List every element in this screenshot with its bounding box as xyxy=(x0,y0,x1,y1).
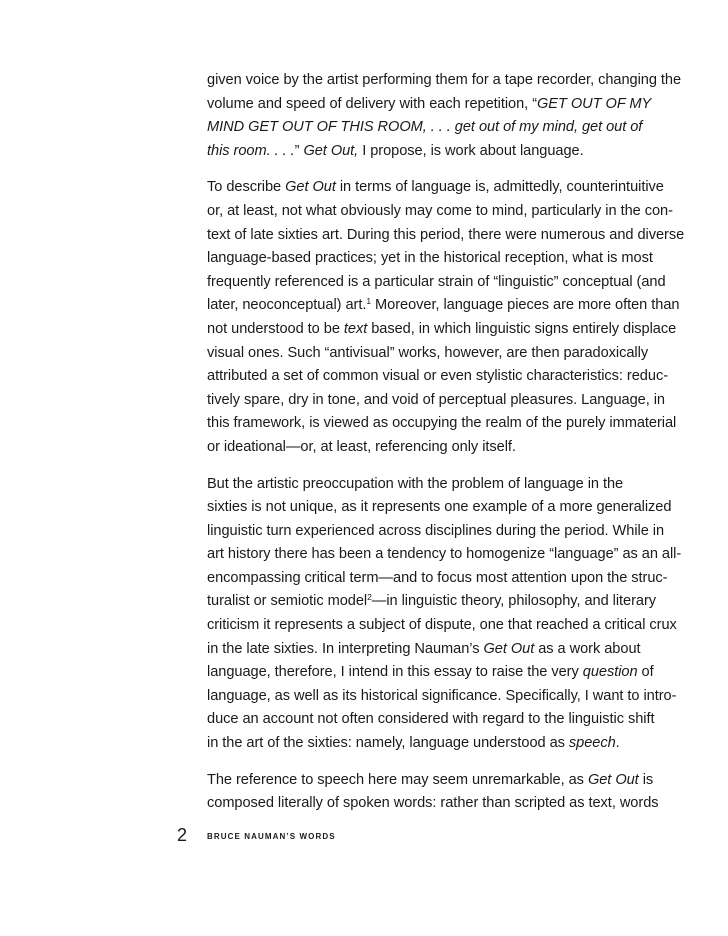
text-run: visual ones. Such “antivisual” works, however, are then paradoxically xyxy=(207,344,649,361)
italic-text: Get Out, xyxy=(303,142,359,159)
italic-text: question xyxy=(582,664,638,681)
text-run: or ideational—or, at least, referencing only itself. xyxy=(207,438,516,455)
italic-text: MIND GET OUT OF THIS ROOM, . . . get out of my mind, get out of xyxy=(207,119,643,136)
text-line xyxy=(207,271,666,295)
text-line xyxy=(207,638,647,662)
text-line xyxy=(207,412,677,436)
italic-text: speech xyxy=(568,735,616,752)
text-line xyxy=(207,93,652,117)
text-line xyxy=(207,567,668,591)
text-line xyxy=(207,614,677,638)
italic-text: Get Out xyxy=(285,179,336,196)
text-line xyxy=(207,224,685,248)
text-run: as a work about xyxy=(534,640,641,657)
italic-text: GET OUT OF MY xyxy=(537,95,652,112)
text-run: later, neoconceptual) art. xyxy=(207,297,367,314)
text-run: in terms of language is, admittedly, counterintuitive xyxy=(335,179,664,196)
text-run: But the artistic preoccupation with the problem of language in the xyxy=(207,475,624,492)
text-run: I propose, is work about language. xyxy=(358,142,584,159)
body-text xyxy=(207,69,685,829)
text-line xyxy=(207,342,647,366)
text-run: this framework, is viewed as occupying the realm of the purely immaterial xyxy=(207,415,677,432)
text-run: The reference to speech here may seem unremarkable, as xyxy=(207,771,588,788)
text-line xyxy=(207,69,682,93)
italic-text: Get Out xyxy=(483,640,535,657)
text-run: composed literally of spoken words: rather than scripted as text, words xyxy=(207,795,659,812)
text-run: Moreover, language pieces are more often than xyxy=(371,297,680,314)
text-line xyxy=(207,590,657,614)
text-line xyxy=(207,543,682,567)
text-run: linguistic turn experienced across disciplines during the period. While in xyxy=(207,522,665,539)
text-line xyxy=(207,318,677,342)
text-run: given voice by the artist performing them for a tape recorder, changing the xyxy=(207,72,682,88)
text-run: To describe xyxy=(207,179,286,196)
italic-text: this room. . . . xyxy=(207,142,295,159)
text-run: turalist or semiotic model xyxy=(207,593,368,610)
text-run: text of late sixties art. During this period, there were numerous and diverse xyxy=(207,226,685,243)
text-line xyxy=(207,792,659,816)
text-run: . xyxy=(615,735,620,752)
text-run: attributed a set of common visual or even stylistic characteristics: reduc- xyxy=(207,368,668,385)
italic-text: Get Out xyxy=(587,771,639,788)
paragraph xyxy=(207,176,685,459)
text-run: language, therefore, I intend in this essay to raise the very xyxy=(207,664,583,681)
text-run: based, in which linguistic signs entirely displace xyxy=(367,320,677,337)
text-line xyxy=(207,496,672,520)
text-run: —in linguistic theory, philosophy, and literary xyxy=(371,593,657,610)
text-line xyxy=(207,436,647,460)
text-line xyxy=(207,116,647,140)
footnote-ref: 2 xyxy=(367,592,372,603)
text-line xyxy=(207,473,647,497)
text-run: not understood to be xyxy=(207,320,344,337)
text-line xyxy=(207,247,653,271)
page-number: 2 xyxy=(177,825,188,845)
italic-text: text xyxy=(343,320,368,337)
text-line xyxy=(207,685,677,709)
text-run: language, as well as its historical significance. Specifically, I want to intro- xyxy=(207,687,677,704)
text-line xyxy=(207,708,655,732)
text-line xyxy=(207,365,668,389)
text-run: art history there has been a tendency to homogenize “language” as an all- xyxy=(207,546,682,563)
text-run: language-based practices; yet in the historical reception, what is most xyxy=(207,250,653,267)
text-line xyxy=(207,769,654,793)
text-run: encompassing critical term—and to focus most attention upon the struc- xyxy=(207,569,668,586)
text-run: volume and speed of delivery with each repetition, “ xyxy=(207,95,537,112)
text-run: in the late sixties. In interpreting Nauman’s xyxy=(207,640,484,657)
text-line xyxy=(207,200,673,224)
footnote-ref: 1 xyxy=(366,296,372,307)
text-run: duce an account not often considered with regard to the linguistic shift xyxy=(207,711,655,728)
text-line xyxy=(207,520,665,544)
text-run: in the art of the sixties: namely, language understood as xyxy=(207,735,569,752)
text-line xyxy=(207,140,647,164)
text-line xyxy=(207,389,665,413)
running-head: BRUCE NAUMAN’S WORDS xyxy=(207,832,336,841)
text-run: or, at least, not what obviously may come to mind, particularly in the con- xyxy=(207,202,673,219)
paragraph xyxy=(207,473,682,756)
text-line xyxy=(207,176,664,200)
text-run: frequently referenced is a particular strain of “linguistic” conceptual (and xyxy=(207,273,666,290)
paragraph xyxy=(207,69,682,163)
text-line xyxy=(207,661,654,685)
text-run: ” xyxy=(294,142,304,159)
text-run: is xyxy=(638,771,654,788)
text-run: tively spare, dry in tone, and void of perceptual pleasures. Language, in xyxy=(207,391,665,408)
text-run: criticism it represents a subject of dispute, one that reached a critical crux xyxy=(207,617,677,634)
text-line xyxy=(207,732,647,756)
paragraph xyxy=(207,769,659,816)
text-run: of xyxy=(637,664,654,681)
text-run: sixties is not unique, as it represents one example of a more generalized xyxy=(207,499,672,516)
text-line xyxy=(207,294,680,318)
